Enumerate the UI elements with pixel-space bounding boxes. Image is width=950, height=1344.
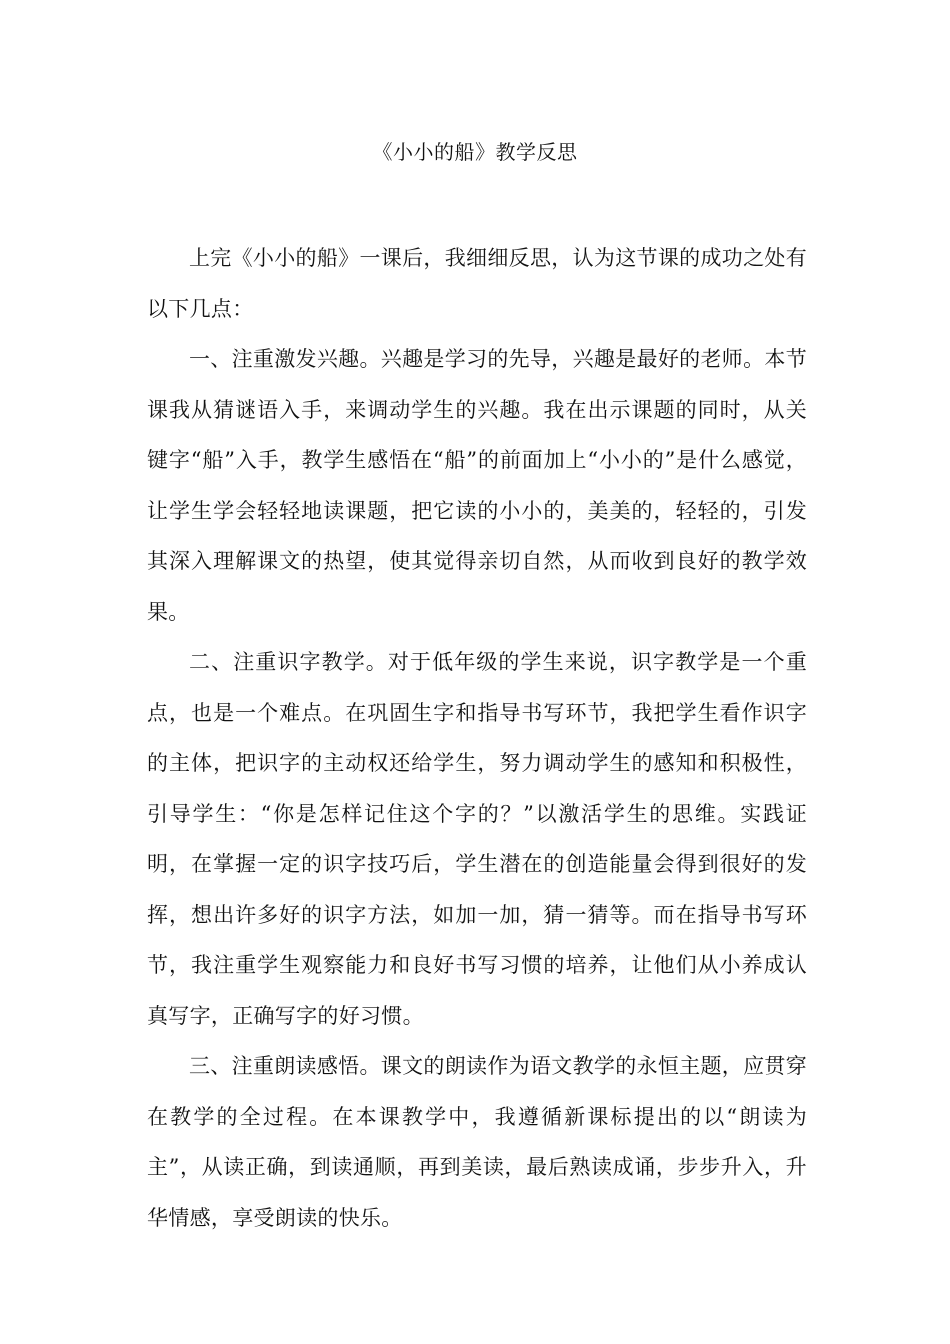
paragraph-point-1: 一、注重激发兴趣。兴趣是学习的先导，兴趣是最好的老师。本节课我从猜谜语入手，来调动学生的兴趣。我在出示课题的同时，从关键字“船”入手，教学生感悟在“船”的前面加上“小小的”是什么感觉，让学生学会轻轻地读课题，把它读的小小的，美美的，轻轻的，引发其深入理解课文的热望，使其觉得亲切自然，从而收到良好的教学效果。 (147, 347, 807, 624)
paragraph-point-2: 二、注重识字教学。对于低年级的学生来说，识字教学是一个重点，也是一个难点。在巩固生字和指导书写环节，我把学生看作识字的主体，把识字的主动权还给学生，努力调动学生的感知和积极性，引导学生：“你是怎样记住这个字的？”以激活学生的思维。实践证明，在掌握一定的识字技巧后，学生潜在的创造能量会得到很好的发挥，想出许多好的识字方法，如加一加，猜一猜等。而在指导书写环节，我注重学生观察能力和良好书写习惯的培养，让他们从小养成认真写字，正确写字的好习惯。 (147, 650, 807, 1028)
document-title: 《小小的船》教学反思 (372, 140, 578, 164)
paragraph-intro: 上完《小小的船》一课后，我细细反思，认为这节课的成功之处有以下几点： (147, 246, 807, 321)
document-body (147, 233, 807, 1243)
paragraph-point-3: 三、注重朗读感悟。课文的朗读作为语文教学的永恒主题，应贯穿在教学的全过程。在本课教学中，我遵循新课标提出的以“朗读为主”，从读正确，到读通顺，再到美读，最后熟读成诵，步步升入，升华情感，享受朗读的快乐。 (147, 1054, 807, 1230)
